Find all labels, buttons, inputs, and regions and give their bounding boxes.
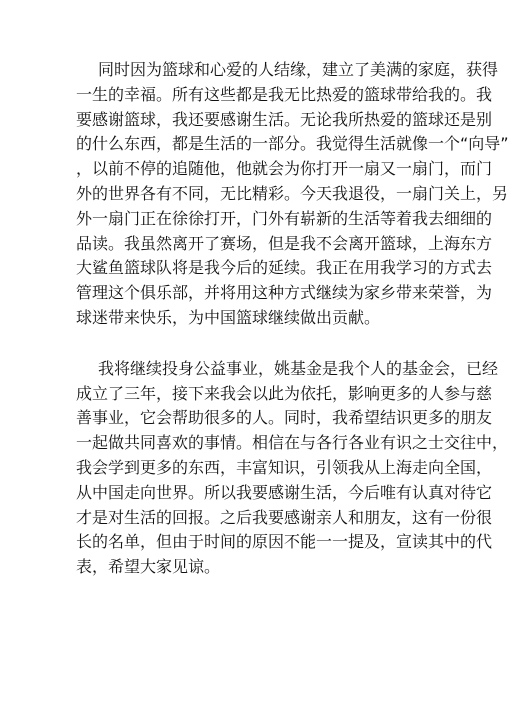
paragraph-line: 外一扇门正在徐徐打开，门外有崭新的生活等着我去细细的 xyxy=(76,208,493,228)
paragraph-line: 要感谢篮球，我还要感谢生活。无论我所热爱的篮球还是别 xyxy=(76,109,493,129)
paragraph-line: ，以前不停的追随他，他就会为你打开一扇又一扇门，而门 xyxy=(76,159,493,179)
paragraph-line: 才是对生活的回报。之后我要感谢亲人和朋友，这有一份很 xyxy=(76,507,493,527)
paragraph-line: 一生的幸福。所有这些都是我无比热爱的篮球带给我的。我 xyxy=(76,84,493,104)
paragraph-line: 善事业，它会帮助很多的人。同时，我希望结识更多的朋友 xyxy=(76,408,493,428)
paragraph-line: 表，希望大家见谅。 xyxy=(76,557,221,577)
paragraph-line: 一起做共同喜欢的事情。相信在与各行各业有识之士交往中， xyxy=(76,433,509,453)
paragraph-line: 成立了三年，接下来我会以此为依托，影响更多的人参与慈 xyxy=(76,383,493,403)
paragraph-line: 品读。我虽然离开了赛场，但是我不会离开篮球，上海东方 xyxy=(76,233,493,253)
paragraph-line: 外的世界各有不同，无比精彩。今天我退役，一扇门关上，另 xyxy=(76,183,509,203)
paragraph-line: 大鲨鱼篮球队将是我今后的延续。我正在用我学习的方式去 xyxy=(76,258,493,278)
paragraph-line: 管理这个俱乐部，并将用这种方式继续为家乡带来荣誉，为 xyxy=(76,283,493,303)
paragraph-line: 我将继续投身公益事业，姚基金是我个人的基金会，已经 xyxy=(98,358,499,378)
paragraph-line: 我会学到更多的东西，丰富知识，引领我从上海走向全国， xyxy=(76,457,493,477)
paragraph-line: 同时因为篮球和心爱的人结缘，建立了美满的家庭，获得 xyxy=(98,60,499,79)
paragraph-1 xyxy=(76,58,509,331)
paragraph-line: 的什么东西，都是生活的一部分。我觉得生活就像一个“向导” xyxy=(76,134,509,154)
paragraph-line: 球迷带来快乐，为中国篮球继续做出贡献。 xyxy=(76,307,381,327)
document-body xyxy=(76,58,509,580)
paragraph-spacing xyxy=(76,331,440,357)
paragraph-2 xyxy=(76,357,509,580)
paragraph-line: 从中国走向世界。所以我要感谢生活，今后唯有认真对待它 xyxy=(76,482,493,502)
paragraph-line: 长的名单，但由于时间的原因不能一一提及，宣读其中的代 xyxy=(76,532,493,552)
